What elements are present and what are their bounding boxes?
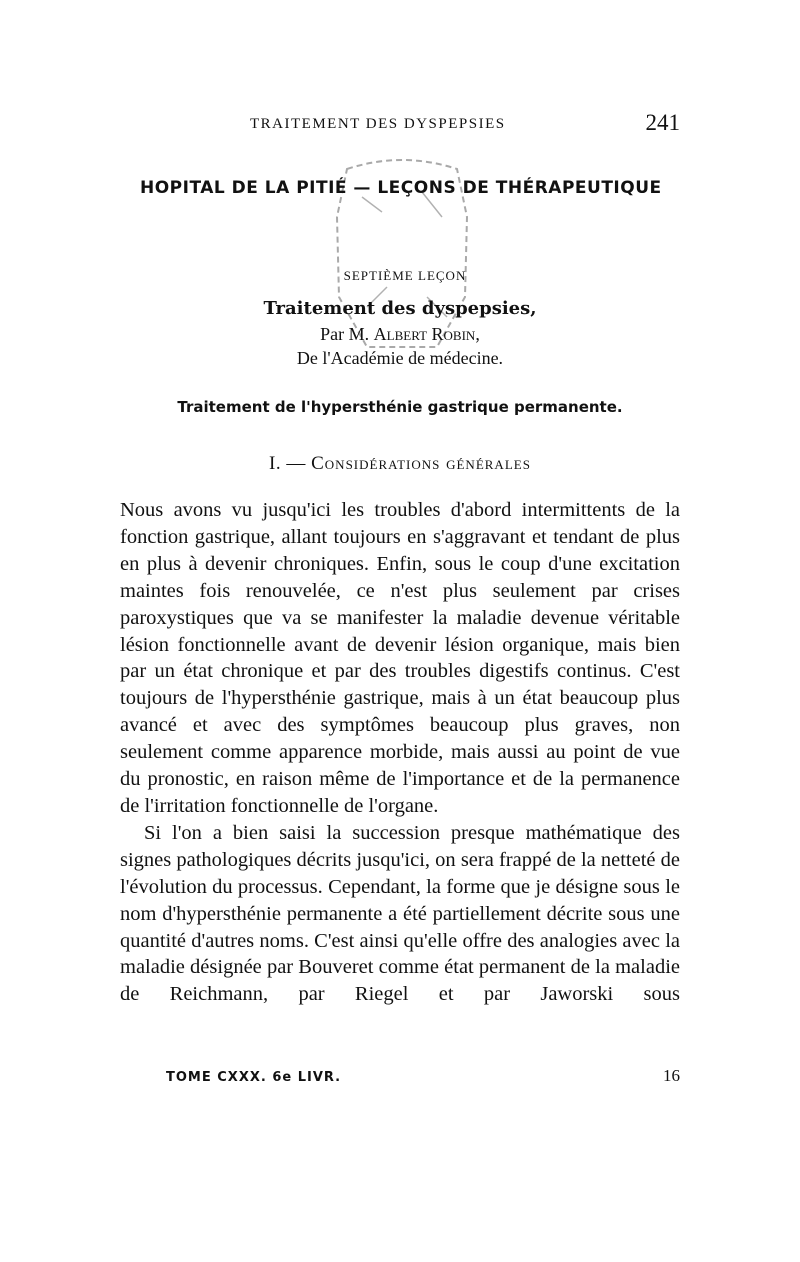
page-number: 241 [645, 110, 680, 135]
body-text [120, 497, 680, 1008]
section-numeral: I. — [269, 453, 306, 474]
running-title: TRAITEMENT DES DYSPEPSIES [250, 116, 506, 132]
paragraph: Si l'on a bien saisi la succession presque mathématique des signes pathologiques décrits jusqu'ici, on sera frappé de la netteté de l'évolution du processus. Cependant, la forme que je désigne sous le nom d'hypersthénie permanente a été partiellement décrite sous une quantité d'autres noms. C'est ainsi qu'elle offre des analogies avec la maladie désignée par Bouveret comme état permanent de la maladie de Reichmann, par Riegel et par Jaworski sous [120, 821, 680, 1006]
signature-mark: 16 [663, 1066, 680, 1085]
section-title: Considérations générales [311, 453, 531, 474]
paragraph: Nous avons vu jusqu'ici les troubles d'abord intermittents de la fonction gastrique, allant toujours en s'aggravant et tendant de plus en plus à devenir chroniques. Enfin, sous le coup d'une excitation maintes fois renouvelée, ce n'est plus seulement par crises paroxystiques que va se manifester la maladie devenue véritable lésion fonctionnelle avant de devenir lésion organique, mais bien par un état chronique et par des troubles digestifs continus. C'est toujours de l'hypersthénie gastrique, mais à un état beaucoup plus avancé et avec des symptômes beaucoup plus graves, non seulement comme apparence morbide, mais aussi au point de vue du pronostic, en raison même de l'importance et de la permanence de l'irritation fonctionnelle de l'organe. [120, 499, 680, 817]
chapter-subtitle: Traitement de l'hypersthénie gastrique permanente. [177, 398, 623, 416]
author-affiliation: De l'Académie de médecine. [296, 348, 504, 368]
lesson-number: SEPTIÈME LEÇON [343, 268, 467, 283]
author-name: Albert Robin, [373, 324, 480, 344]
page-footer [120, 1066, 680, 1090]
author-line [200, 324, 600, 345]
author-prefix: Par M. [320, 324, 370, 344]
volume-label: TOME CXXX. 6e LIVR. [166, 1070, 342, 1085]
lecture-title: Traitement des dyspepsies, [263, 298, 537, 319]
section-heading [120, 453, 680, 475]
hospital-heading: HOPITAL DE LA PITIÉ — LEÇONS DE THÉRAPEUTIQUE [140, 178, 662, 198]
running-head [120, 110, 680, 144]
